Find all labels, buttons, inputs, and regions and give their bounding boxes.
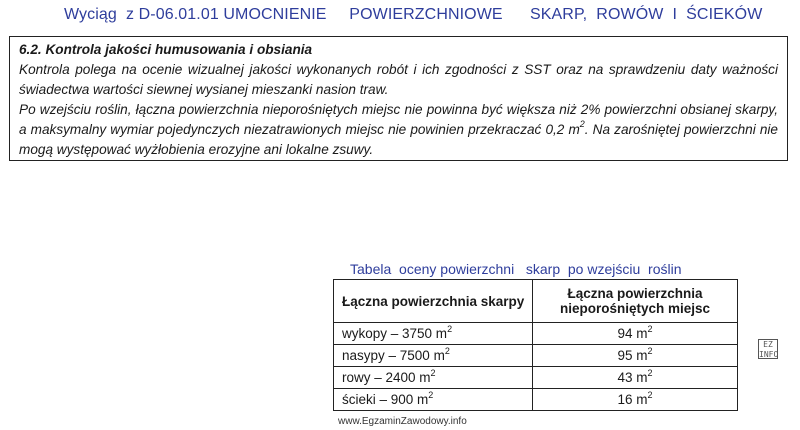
ez-info-logo: EZ INFO [759, 340, 779, 359]
header-unbare-area: Łączna powierzchnia nieporośniętych miejsc [533, 280, 738, 323]
cell-area: ścieki – 900 $m^2$ [334, 389, 533, 411]
paragraph-2-part-b: . Na zarośniętej powierzchni nie mogą występować wyżłobienia erozyjne ani lokalne zsuwy. [19, 122, 778, 157]
section-paragraph-2 [19, 100, 778, 160]
table-row [334, 323, 738, 345]
cell-area: nasypy – 7500 $m^2$ [334, 345, 533, 367]
table-title: Tabela oceny powierzchni skarp po wzejściu roślin [350, 261, 682, 277]
document-header: Wyciąg z D-06.01.01 UMOCNIENIE POWIERZCHNIOWE SKARP, ROWÓW I ŚCIEKÓW [64, 6, 763, 23]
header-total-area: Łączna powierzchnia skarpy [334, 280, 533, 323]
cell-unbare: 94 $m^2$ [533, 323, 738, 345]
table-row [334, 367, 738, 389]
section-paragraph-1: Kontrola polega na ocenie wizualnej jakości wykonanych robót i ich zgodności z SST oraz na sprawdzeniu daty ważności świadectwa wartości siewnej wysianej mieszanki nasion traw. [19, 62, 778, 97]
unit-superscript: 2 [579, 119, 585, 130]
footer-watermark: www.EgzaminZawodowy.info [338, 416, 467, 427]
cell-area: wykopy – 3750 $m^2$ [334, 323, 533, 345]
evaluation-table [333, 279, 738, 411]
section-title: 6.2. Kontrola jakości humusowania i obsiania [19, 42, 313, 57]
paragraph-2-part-a: Po wzejściu roślin, łączna powierzchnia nieporośniętych miejsc nie powinna być większa niż 2% powierzchni obsianej skarpy, a maksymalny wymiar pojedynczych niezatrawionych miejsc nie powinien przekraczać 0,2 m [19, 102, 778, 137]
cell-unbare: 95 $m^2$ [533, 345, 738, 367]
quality-control-section [9, 36, 788, 161]
cell-area: rowy – 2400 $m^2$ [334, 367, 533, 389]
table-row [334, 389, 738, 411]
cell-unbare: 16 $m^2$ [533, 389, 738, 411]
table-header-row [334, 280, 738, 323]
table-row [334, 345, 738, 367]
cell-unbare: 43 $m^2$ [533, 367, 738, 389]
